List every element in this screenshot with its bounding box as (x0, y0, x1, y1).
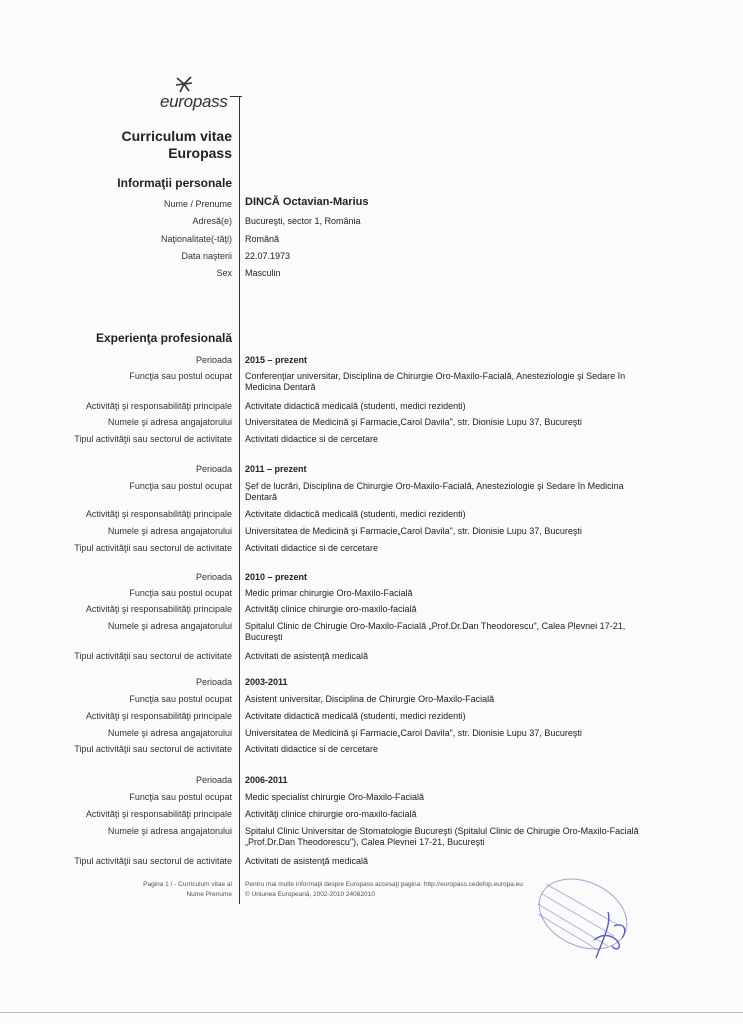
position-value: Medic primar chirurgie Oro-Maxilo-Facială (245, 588, 413, 598)
sector-value: Activitati didactice si de cercetare (245, 434, 379, 444)
sex-value: Masculin (245, 268, 281, 278)
sector-value: Activitati didactice si de cercetare (245, 543, 379, 553)
sex-label: Sex (216, 268, 232, 278)
employer-value: Universitatea de Medicină şi Farmacie„Carol Davila", str. Dionisie Lupu 37, Bucureşti (245, 728, 582, 738)
experience-heading: Experienţa profesională (95, 331, 232, 345)
period-label: Perioada (195, 775, 232, 785)
position-value: Şef de lucrări, Disciplina de Chirurgie Oro-Maxilo-Facială, Anesteziologie şi Sedare în Medicina Dentară (245, 481, 624, 502)
period-value: 2003-2011 (245, 677, 288, 687)
address-value: Bucureşti, sector 1, România (245, 216, 361, 226)
birthdate-label: Data naşterii (181, 251, 232, 261)
sector-value: Activitati de asistenţă medicală (245, 856, 369, 866)
sector-label: Tipul activităţii sau sectorul de activitate (74, 744, 232, 754)
period-label: Perioada (195, 355, 232, 365)
period-value: 2011 – prezent (245, 464, 307, 474)
nationality-label: Naţionalitate(-tăţi) (160, 234, 232, 244)
period-value: 2006-2011 (245, 775, 288, 785)
employer-label: Numele şi adresa angajatorului (107, 621, 232, 631)
cv-title-line2: Europass (168, 145, 232, 161)
sector-label: Tipul activităţii sau sectorul de activitate (74, 856, 232, 866)
activities-value: Activităţi clinice chirurgie oro-maxilo-facială (245, 604, 417, 614)
activities-value: Activitate didactică medicală (studenti, medici rezidenti) (245, 509, 466, 519)
activities-label: Activităţi şi responsabilităţi principale (85, 509, 232, 519)
employer-value: Universitatea de Medicină şi Farmacie„Carol Davila", str. Dionisie Lupu 37, Bucureşti (245, 526, 582, 536)
column-divider (239, 96, 240, 904)
position-value: Medic specialist chirurgie Oro-Maxilo-Facială (245, 792, 425, 802)
name-value: DINCĂ Octavian-Marius (245, 196, 369, 208)
activities-label: Activităţi şi responsabilităţi principale (85, 711, 232, 721)
position-label: Funcţia sau postul ocupat (129, 694, 232, 704)
footer-info-line1: Pentru mai multe informaţii despre Europass accesaţi pagina: http://europass.cedefop.europa.eu (245, 881, 523, 888)
address-label: Adresă(e) (192, 216, 232, 226)
footer-info-line2: © Uniunea Europeană, 2002-2010 24082010 (245, 891, 375, 898)
scan-bottom-edge (0, 1012, 743, 1013)
period-value: 2010 – prezent (245, 572, 308, 582)
personal-info-heading: Informaţii personale (117, 176, 232, 190)
position-value: Asistent universitar, Disciplina de Chirurgie Oro-Maxilo-Facială (245, 694, 495, 704)
activities-value: Activitate didactică medicală (studenti, medici rezidenti) (245, 401, 466, 411)
logo-underline (230, 96, 242, 97)
footer-page-line1: Pagina 1 / - Curriculum vitae al (143, 881, 232, 888)
activities-label: Activităţi şi responsabilităţi principale (85, 604, 232, 614)
sector-label: Tipul activităţii sau sectorul de activitate (74, 651, 232, 661)
employer-label: Numele şi adresa angajatorului (107, 728, 232, 738)
activities-value: Activităţi clinice chirurgie oro-maxilo-facială (245, 809, 417, 819)
sector-value: Activitati didactice si de cercetare (245, 744, 379, 754)
period-value: 2015 – prezent (245, 355, 308, 365)
position-label: Funcţia sau postul ocupat (129, 481, 232, 491)
activities-label: Activităţi şi responsabilităţi principale (85, 809, 232, 819)
employer-label: Numele şi adresa angajatorului (107, 417, 232, 427)
signature-stamp-icon (528, 862, 638, 972)
position-label: Funcţia sau postul ocupat (129, 371, 232, 381)
footer-europass-info (245, 880, 565, 900)
activities-value: Activitate didactică medicală (studenti, medici rezidenti) (245, 711, 466, 721)
position-label: Funcţia sau postul ocupat (129, 792, 232, 802)
logo-text: europass (160, 92, 228, 111)
period-label: Perioada (195, 677, 232, 687)
position-value: Conferenţiar universitar, Disciplina de Chirurgie Oro-Maxilo-Facială, Anesteziologie şi Sedare în Medicina Dentară (245, 371, 626, 392)
sector-label: Tipul activităţii sau sectorul de activitate (74, 543, 232, 553)
footer-page-line2: Nume Prenume (186, 891, 232, 898)
period-label: Perioada (195, 572, 232, 582)
employer-label: Numele şi adresa angajatorului (107, 826, 232, 836)
period-label: Perioada (195, 464, 232, 474)
position-label: Funcţia sau postul ocupat (129, 588, 232, 598)
cv-title-line1: Curriculum vitae (121, 128, 232, 144)
footer-page-info (143, 880, 232, 900)
europass-logo (160, 76, 242, 120)
cv-title (122, 128, 232, 162)
name-label: Nume / Prenume (163, 199, 232, 209)
nationality-value: Română (245, 234, 280, 244)
employer-value: Spitalul Clinic de Chirugie Oro-Maxilo-Facială „Prof.Dr.Dan Theodorescu", Calea Plevnei 17-21, Bucureşti (245, 621, 626, 642)
activities-label: Activităţi şi responsabilităţi principale (85, 401, 232, 411)
sector-label: Tipul activităţii sau sectorul de activitate (74, 434, 232, 444)
birthdate-value: 22.07.1973 (245, 251, 291, 261)
employer-value: Universitatea de Medicină şi Farmacie„Carol Davila", str. Dionisie Lupu 37, Bucureşti (245, 417, 582, 427)
employer-value: Spitalul Clinic Universitar de Stomatologie Bucureşti (Spitalul Clinic de Chirugie Oro-Maxilo-Facială „Prof.Dr.Dan Theodorescu"), Calea Plevnei 17-21, Bucureşti (245, 826, 639, 847)
sector-value: Activitati de asistenţă medicală (245, 651, 369, 661)
employer-label: Numele şi adresa angajatorului (107, 526, 232, 536)
